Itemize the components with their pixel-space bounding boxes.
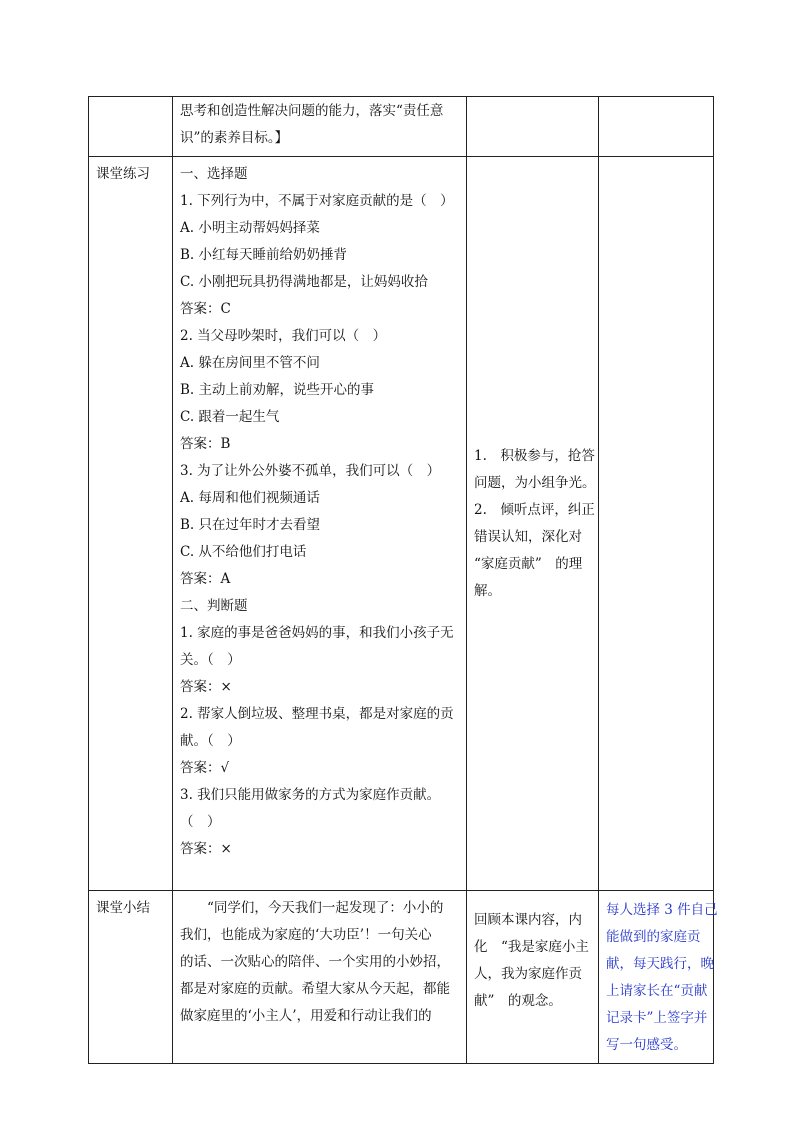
summary-line: “同学们，今天我们一起发现了：小小的 <box>207 900 444 916</box>
summary-label-cell <box>89 891 173 1064</box>
practice-label-cell <box>89 157 173 891</box>
summary-student-cell <box>467 891 599 1064</box>
summary-line: 都是对家庭的贡献。希望大家从今天起，都能 <box>180 981 450 997</box>
practice-homework-cell <box>599 157 714 891</box>
summary-student-line: 献” 的观念。 <box>474 993 562 1009</box>
practice-line: 3. 我们只能用做家务的方式为家庭作贡献。 <box>180 787 441 803</box>
lesson-plan-table <box>88 96 718 1064</box>
intro-student-cell <box>467 97 599 157</box>
practice-line: B. 主动上前劝解，说些开心的事 <box>180 382 375 398</box>
student-activity-line: 2. 倾听点评，纠正 <box>474 501 595 518</box>
practice-line: 3. 为了让外公外婆不孤单，我们可以（ ） <box>180 463 441 479</box>
practice-line: B. 小红每天睡前给奶奶捶背 <box>180 247 348 263</box>
summary-label: 课堂小结 <box>96 900 150 916</box>
intro-label-cell <box>89 97 173 157</box>
practice-line: 1. 家庭的事是爸爸妈妈的事，和我们小孩子无 <box>180 625 454 641</box>
student-activity-line: 解。 <box>474 582 501 599</box>
practice-line: A. 躲在房间里不管不问 <box>180 355 320 371</box>
practice-line: 二、判断题 <box>180 598 248 614</box>
homework-line: 上请家长在“贡献 <box>606 983 708 999</box>
practice-line: 献。（ ） <box>180 733 241 749</box>
practice-line: C. 跟着一起生气 <box>180 409 280 425</box>
practice-label: 课堂练习 <box>96 166 150 182</box>
practice-line: 一、选择题 <box>180 166 248 182</box>
practice-line: 答案：√ <box>180 760 230 776</box>
homework-line: 献，每天践行，晚 <box>606 956 714 972</box>
practice-line: 2. 帮家人倒垃圾、整理书桌，都是对家庭的贡 <box>180 706 454 722</box>
practice-content-cell <box>173 157 467 891</box>
practice-line: 答案：× <box>180 841 232 857</box>
practice-line: A. 每周和他们视频通话 <box>180 490 320 506</box>
homework-line: 每人选择 3 件自己 <box>606 902 718 918</box>
practice-line: 答案：B <box>180 436 231 452</box>
summary-line: 我们，也能成为家庭的‘大功臣’！一句关心 <box>180 927 432 943</box>
intro-content-cell <box>173 97 467 157</box>
practice-line: 答案：× <box>180 679 232 695</box>
summary-line: 的话、一次贴心的陪伴、一个实用的小妙招， <box>180 954 450 970</box>
practice-line: C. 小刚把玩具扔得满地都是，让妈妈收拾 <box>180 274 428 290</box>
practice-line: （ ） <box>180 814 221 830</box>
student-activity-line: 问题，为小组争光。 <box>474 474 596 491</box>
intro-line: 识”的素养目标。】 <box>180 130 289 146</box>
summary-student-line: 回顾本课内容，内 <box>474 912 582 928</box>
summary-content-cell <box>173 891 467 1064</box>
practice-line: C. 从不给他们打电话 <box>180 544 307 560</box>
intro-line: 思考和创造性解决问题的能力，落实“责任意 <box>180 103 444 119</box>
practice-line: 答案：A <box>180 571 231 587</box>
table-row-summary <box>89 891 714 1064</box>
student-activity-line: 错误认知，深化对 <box>474 528 582 545</box>
practice-line: A. 小明主动帮妈妈择菜 <box>180 220 320 236</box>
practice-line: 1. 下列行为中，不属于对家庭贡献的是（ ） <box>180 193 454 209</box>
homework-line: 能做到的家庭贡 <box>606 929 701 945</box>
table-row-intro <box>89 97 714 157</box>
practice-student-cell <box>467 157 599 891</box>
summary-homework-cell <box>599 891 718 1064</box>
summary-line: 做家庭里的‘小主人’，用爱和行动让我们的 <box>180 1008 432 1024</box>
practice-line: B. 只在过年时才去看望 <box>180 517 321 533</box>
homework-line: 写一句感受。 <box>606 1037 687 1053</box>
student-activity-line: 1. 积极参与，抢答 <box>474 447 595 464</box>
practice-line: 关。（ ） <box>180 652 241 668</box>
intro-homework-cell <box>599 97 714 157</box>
student-activity-line: “家庭贡献” 的理 <box>474 555 583 572</box>
practice-line: 答案：C <box>180 301 231 317</box>
practice-line: 2. 当父母吵架时，我们可以（ ） <box>180 328 387 344</box>
table-row-practice <box>89 157 714 891</box>
summary-student-line: 人，我为家庭作贡 <box>474 966 582 982</box>
summary-student-line: 化 “我是家庭小主 <box>474 939 589 955</box>
homework-line: 记录卡”上签字并 <box>606 1010 708 1026</box>
